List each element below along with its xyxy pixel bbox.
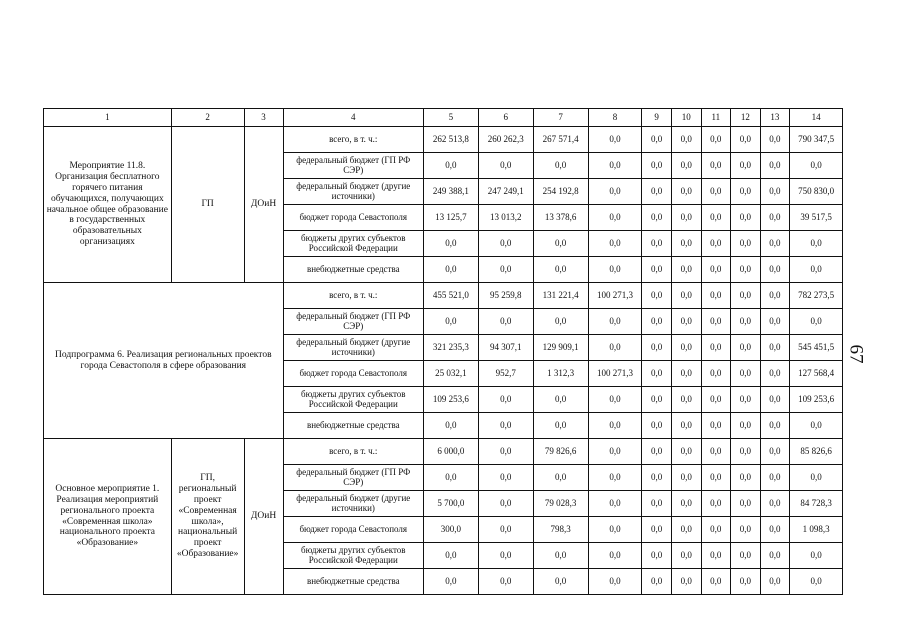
column-header: 9 [642,109,672,127]
column-header: 4 [283,109,423,127]
value-cell: 0,0 [642,309,672,335]
value-cell: 0,0 [533,569,588,595]
value-cell: 0,0 [790,465,843,491]
value-cell: 39 517,5 [790,205,843,231]
value-cell: 0,0 [760,517,790,543]
value-cell: 127 568,4 [790,361,843,387]
value-cell: 0,0 [478,439,533,465]
value-cell: 0,0 [701,335,731,361]
value-cell: 0,0 [701,517,731,543]
value-cell: 0,0 [760,127,790,153]
funding-source-label: бюджет города Севастополя [283,517,423,543]
value-cell: 0,0 [423,569,478,595]
value-cell: 85 826,6 [790,439,843,465]
funding-source-label: бюджет города Севастополя [283,205,423,231]
value-cell: 0,0 [588,335,642,361]
value-cell: 94 307,1 [478,335,533,361]
value-cell: 0,0 [790,569,843,595]
value-cell: 0,0 [760,335,790,361]
column-header: 1 [44,109,172,127]
value-cell: 0,0 [642,205,672,231]
funding-source-label: бюджет города Севастополя [283,361,423,387]
value-cell: 267 571,4 [533,127,588,153]
funding-source-label: федеральный бюджет (другие источники) [283,179,423,205]
value-cell: 0,0 [731,569,761,595]
value-cell: 0,0 [701,257,731,283]
table-row [44,127,843,153]
value-cell: 952,7 [478,361,533,387]
value-cell: 0,0 [423,257,478,283]
value-cell: 0,0 [588,257,642,283]
value-cell: 0,0 [671,569,701,595]
value-cell: 0,0 [671,309,701,335]
value-cell: 79 826,6 [533,439,588,465]
value-cell: 109 253,6 [423,387,478,413]
value-cell: 0,0 [642,387,672,413]
value-cell: 0,0 [671,231,701,257]
value-cell: 0,0 [588,491,642,517]
value-cell: 109 253,6 [790,387,843,413]
executor-cell: ДОиН [244,127,283,283]
value-cell: 0,0 [731,205,761,231]
value-cell: 0,0 [760,309,790,335]
value-cell: 0,0 [671,465,701,491]
value-cell: 0,0 [478,543,533,569]
value-cell: 0,0 [588,205,642,231]
value-cell: 0,0 [478,569,533,595]
value-cell: 0,0 [760,283,790,309]
value-cell: 0,0 [760,257,790,283]
value-cell: 0,0 [478,153,533,179]
value-cell: 0,0 [642,283,672,309]
value-cell: 84 728,3 [790,491,843,517]
value-cell: 0,0 [701,153,731,179]
value-cell: 0,0 [642,543,672,569]
value-cell: 0,0 [731,335,761,361]
value-cell: 0,0 [731,361,761,387]
value-cell: 0,0 [588,153,642,179]
value-cell: 0,0 [760,569,790,595]
funding-source-label: внебюджетные средства [283,569,423,595]
value-cell: 0,0 [423,465,478,491]
value-cell: 254 192,8 [533,179,588,205]
page-number: 67 [845,344,867,364]
value-cell: 0,0 [671,543,701,569]
funding-source-label: бюджеты других субъектов Российской Федерации [283,231,423,257]
value-cell: 13 125,7 [423,205,478,231]
value-cell: 750 830,0 [790,179,843,205]
funding-source-label: внебюджетные средства [283,257,423,283]
value-cell: 0,0 [790,153,843,179]
value-cell: 0,0 [588,127,642,153]
value-cell: 95 259,8 [478,283,533,309]
value-cell: 0,0 [642,127,672,153]
value-cell: 782 273,5 [790,283,843,309]
value-cell: 1 312,3 [533,361,588,387]
value-cell: 129 909,1 [533,335,588,361]
budget-table [43,108,843,595]
value-cell: 0,0 [701,465,731,491]
value-cell: 790 347,5 [790,127,843,153]
value-cell: 0,0 [533,257,588,283]
value-cell: 0,0 [423,413,478,439]
value-cell: 0,0 [642,465,672,491]
funding-source-label: федеральный бюджет (ГП РФ СЭР) [283,153,423,179]
value-cell: 0,0 [701,413,731,439]
value-cell: 0,0 [671,413,701,439]
funding-source-label: бюджеты других субъектов Российской Федерации [283,543,423,569]
activity-name-cell: Мероприятие 11.8. Организация бесплатного горячего питания обучающихся, получающих начальное общее образование в государственных образовательных организациях [44,127,172,283]
value-cell: 0,0 [790,413,843,439]
value-cell: 0,0 [760,387,790,413]
value-cell: 0,0 [478,491,533,517]
value-cell: 0,0 [533,543,588,569]
value-cell: 0,0 [533,309,588,335]
value-cell: 0,0 [731,465,761,491]
value-cell: 25 032,1 [423,361,478,387]
value-cell: 0,0 [731,387,761,413]
value-cell: 0,0 [731,413,761,439]
value-cell: 0,0 [731,517,761,543]
value-cell: 100 271,3 [588,283,642,309]
value-cell: 0,0 [760,465,790,491]
value-cell: 0,0 [731,153,761,179]
value-cell: 0,0 [642,257,672,283]
value-cell: 0,0 [790,257,843,283]
value-cell: 0,0 [731,231,761,257]
value-cell: 0,0 [588,413,642,439]
funding-source-label: всего, в т. ч.: [283,127,423,153]
value-cell: 260 262,3 [478,127,533,153]
value-cell: 0,0 [642,569,672,595]
value-cell: 0,0 [760,361,790,387]
value-cell: 0,0 [760,153,790,179]
value-cell: 0,0 [701,179,731,205]
value-cell: 0,0 [731,439,761,465]
value-cell: 0,0 [731,543,761,569]
value-cell: 0,0 [423,309,478,335]
value-cell: 0,0 [760,491,790,517]
value-cell: 0,0 [671,439,701,465]
value-cell: 545 451,5 [790,335,843,361]
value-cell: 0,0 [642,413,672,439]
value-cell: 6 000,0 [423,439,478,465]
value-cell: 0,0 [588,179,642,205]
table-row [44,439,843,465]
value-cell: 0,0 [671,283,701,309]
value-cell: 0,0 [701,205,731,231]
value-cell: 0,0 [588,231,642,257]
column-header: 11 [701,109,731,127]
value-cell: 0,0 [760,543,790,569]
value-cell: 455 521,0 [423,283,478,309]
value-cell: 0,0 [701,231,731,257]
executor-cell: ДОиН [244,439,283,595]
value-cell: 0,0 [533,465,588,491]
funding-source-label: всего, в т. ч.: [283,283,423,309]
column-header: 6 [478,109,533,127]
value-cell: 0,0 [671,205,701,231]
column-header: 12 [731,109,761,127]
column-header: 3 [244,109,283,127]
value-cell: 247 249,1 [478,179,533,205]
value-cell: 798,3 [533,517,588,543]
value-cell: 0,0 [533,387,588,413]
funding-source-label: федеральный бюджет (другие источники) [283,335,423,361]
value-cell: 0,0 [588,517,642,543]
value-cell: 5 700,0 [423,491,478,517]
value-cell: 0,0 [588,439,642,465]
value-cell: 0,0 [701,387,731,413]
value-cell: 0,0 [790,543,843,569]
value-cell: 262 513,8 [423,127,478,153]
value-cell: 0,0 [642,153,672,179]
value-cell: 0,0 [478,413,533,439]
column-header: 8 [588,109,642,127]
value-cell: 100 271,3 [588,361,642,387]
value-cell: 0,0 [642,439,672,465]
program-cell: ГП, региональный проект «Современная школа», национальный проект «Образование» [171,439,244,595]
value-cell: 79 028,3 [533,491,588,517]
value-cell: 0,0 [588,387,642,413]
value-cell: 0,0 [671,361,701,387]
value-cell: 0,0 [533,231,588,257]
value-cell: 0,0 [760,413,790,439]
value-cell: 0,0 [671,153,701,179]
funding-source-label: федеральный бюджет (ГП РФ СЭР) [283,309,423,335]
value-cell: 0,0 [760,231,790,257]
value-cell: 249 388,1 [423,179,478,205]
value-cell: 0,0 [701,491,731,517]
funding-source-label: федеральный бюджет (ГП РФ СЭР) [283,465,423,491]
value-cell: 0,0 [478,517,533,543]
value-cell: 0,0 [478,309,533,335]
column-header: 7 [533,109,588,127]
value-cell: 131 221,4 [533,283,588,309]
value-cell: 0,0 [760,439,790,465]
funding-source-label: внебюджетные средства [283,413,423,439]
value-cell: 321 235,3 [423,335,478,361]
column-header: 13 [760,109,790,127]
funding-source-label: бюджеты других субъектов Российской Федерации [283,387,423,413]
value-cell: 0,0 [731,127,761,153]
value-cell: 0,0 [642,179,672,205]
value-cell: 0,0 [423,543,478,569]
value-cell: 0,0 [790,231,843,257]
header-row [44,109,843,127]
funding-source-label: всего, в т. ч.: [283,439,423,465]
value-cell: 0,0 [533,153,588,179]
value-cell: 0,0 [671,387,701,413]
program-cell: ГП [171,127,244,283]
value-cell: 0,0 [671,491,701,517]
value-cell: 0,0 [588,309,642,335]
value-cell: 0,0 [423,231,478,257]
column-header: 5 [423,109,478,127]
value-cell: 0,0 [671,335,701,361]
value-cell: 0,0 [701,361,731,387]
value-cell: 0,0 [731,179,761,205]
value-cell: 0,0 [701,283,731,309]
value-cell: 0,0 [790,309,843,335]
table-row [44,283,843,309]
value-cell: 0,0 [588,465,642,491]
value-cell: 300,0 [423,517,478,543]
activity-name-cell: Основное мероприятие 1. Реализация мероприятий регионального проекта «Современная школа» национального проекта «Образование» [44,439,172,595]
value-cell: 0,0 [731,283,761,309]
value-cell: 0,0 [701,439,731,465]
value-cell: 0,0 [731,491,761,517]
value-cell: 0,0 [760,179,790,205]
column-header: 14 [790,109,843,127]
value-cell: 0,0 [701,127,731,153]
value-cell: 0,0 [671,179,701,205]
value-cell: 0,0 [533,413,588,439]
value-cell: 0,0 [671,257,701,283]
column-header: 2 [171,109,244,127]
value-cell: 0,0 [423,153,478,179]
value-cell: 0,0 [478,231,533,257]
value-cell: 0,0 [642,491,672,517]
value-cell: 0,0 [588,543,642,569]
value-cell: 1 098,3 [790,517,843,543]
column-header: 10 [671,109,701,127]
value-cell: 0,0 [478,387,533,413]
value-cell: 13 013,2 [478,205,533,231]
value-cell: 0,0 [478,465,533,491]
value-cell: 0,0 [642,231,672,257]
value-cell: 0,0 [701,543,731,569]
value-cell: 0,0 [478,257,533,283]
funding-source-label: федеральный бюджет (другие источники) [283,491,423,517]
value-cell: 0,0 [701,309,731,335]
value-cell: 0,0 [760,205,790,231]
value-cell: 13 378,6 [533,205,588,231]
value-cell: 0,0 [701,569,731,595]
value-cell: 0,0 [588,569,642,595]
value-cell: 0,0 [642,517,672,543]
activity-name-cell: Подпрограмма 6. Реализация региональных проектов города Севастополя в сфере образования [44,283,284,439]
value-cell: 0,0 [731,257,761,283]
value-cell: 0,0 [671,517,701,543]
value-cell: 0,0 [642,361,672,387]
value-cell: 0,0 [731,309,761,335]
value-cell: 0,0 [642,335,672,361]
value-cell: 0,0 [671,127,701,153]
